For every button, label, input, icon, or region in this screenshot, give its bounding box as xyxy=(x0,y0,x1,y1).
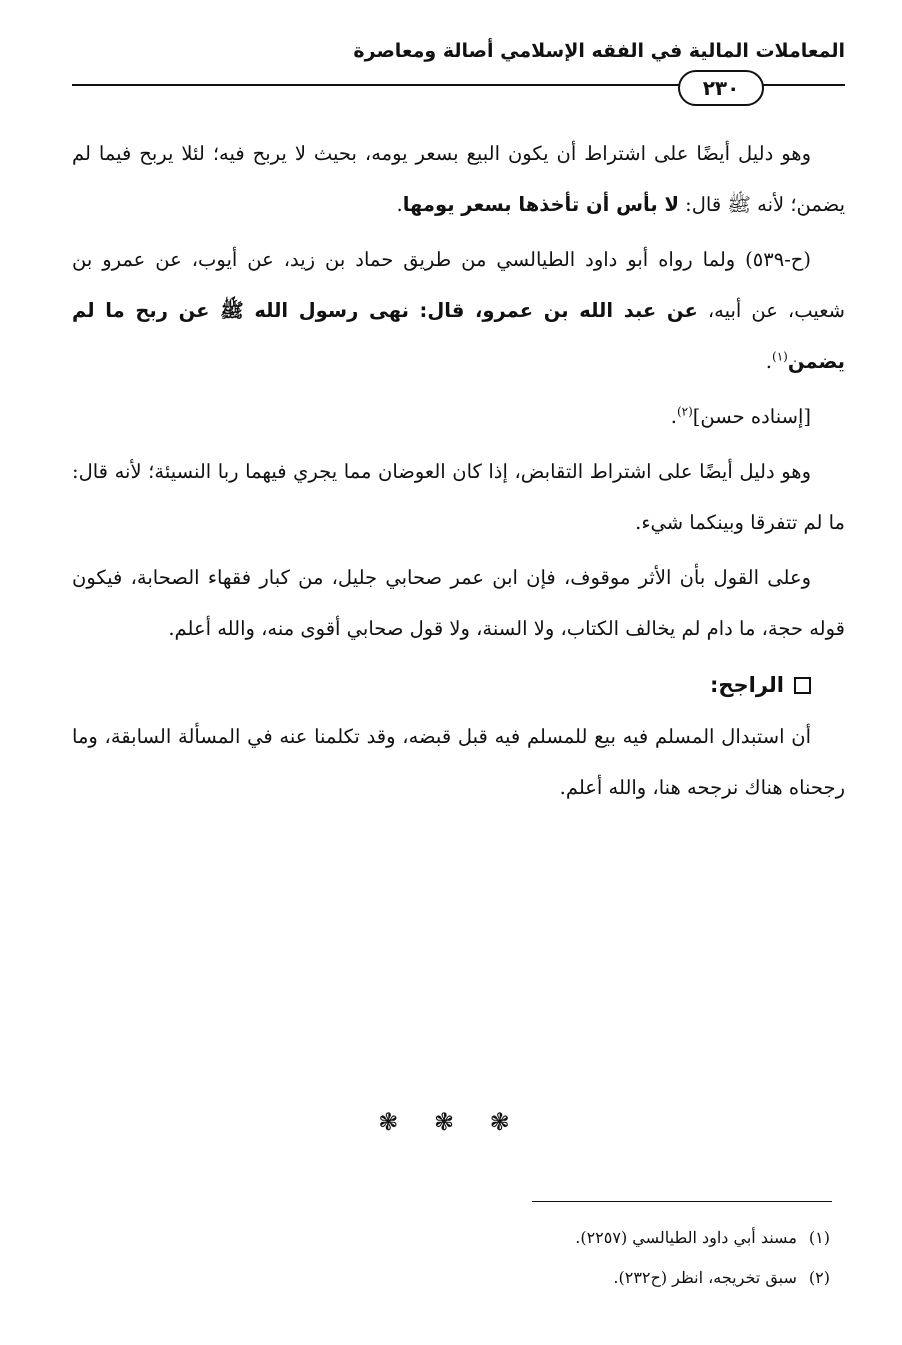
footnote-1 xyxy=(57,1218,830,1258)
paragraph-text: وهو دليل أيضًا على اشتراط أن يكون البيع بسعر يومه، بحيث لا يربح فيه؛ لئلا يربح فيما لم يضمن؛ لأنه ﷺ قال: xyxy=(72,142,845,216)
ornament-divider: ❃ ❃ ❃ xyxy=(378,1108,524,1136)
punctuation: . xyxy=(765,350,772,373)
footnote-number: (٢) xyxy=(808,1268,830,1287)
paragraph-text: (ح-٥٣٩) ولما رواه أبو داود الطيالسي من طريق حماد بن زيد، عن أيوب، عن عمرو بن شعيب، عن أبيه، xyxy=(72,248,845,322)
paragraph-text: [إسناده حسن] xyxy=(692,405,811,428)
footnote-rule xyxy=(532,1201,832,1202)
running-title: المعاملات المالية في الفقه الإسلامي أصالة ومعاصرة xyxy=(353,40,845,62)
page-header xyxy=(72,40,845,70)
footnote-text: مسند أبي داود الطيالسي (٢٢٥٧). xyxy=(575,1228,797,1247)
punctuation: . xyxy=(670,405,677,428)
page-number: ٢٣٠ xyxy=(678,70,764,106)
paragraph-1 xyxy=(72,128,845,230)
paragraph-2 xyxy=(72,234,845,387)
paragraph-4: وهو دليل أيضًا على اشتراط التقابض، إذا كان العوضان مما يجري فيهما ربا النسيئة؛ لأنه قال: ما لم تتفرقا وبينكما شيء. xyxy=(72,460,845,534)
section-heading-label: الراجح: xyxy=(709,673,784,697)
footnotes xyxy=(57,1218,830,1298)
footnote-ref: (٢) xyxy=(676,404,693,419)
paragraph-5: وعلى القول بأن الأثر موقوف، فإن ابن عمر صحابي جليل، من كبار فقهاء الصحابة، فيكون قوله حجة، ما دام لم يخالف الكتاب، ولا السنة، ولا قول صحابي أقوى منه، والله أعلم. xyxy=(72,566,845,640)
paragraph-3 xyxy=(72,391,845,442)
punctuation: . xyxy=(396,193,403,216)
hadith-quote: عن عبد الله بن عمرو، قال: نهى رسول الله ﷺ عن ربح ما لم يضمن xyxy=(72,299,845,373)
footnote-2 xyxy=(57,1258,830,1298)
section-heading xyxy=(72,660,845,711)
footnote-text: سبق تخريجه، انظر (ح٢٣٢). xyxy=(613,1268,797,1287)
square-bullet-icon xyxy=(794,677,811,694)
footnote-ref: (١) xyxy=(772,349,788,364)
paragraph-6: أن استبدال المسلم فيه بيع للمسلم فيه قبل قبضه، وقد تكلمنا عنه في المسألة السابقة، وما رجحناه هناك نرجحه هنا، والله أعلم. xyxy=(72,725,845,799)
hadith-quote: لا بأس أن تأخذها بسعر يومها xyxy=(402,193,679,216)
main-text xyxy=(72,128,845,813)
footnote-number: (١) xyxy=(808,1228,830,1247)
